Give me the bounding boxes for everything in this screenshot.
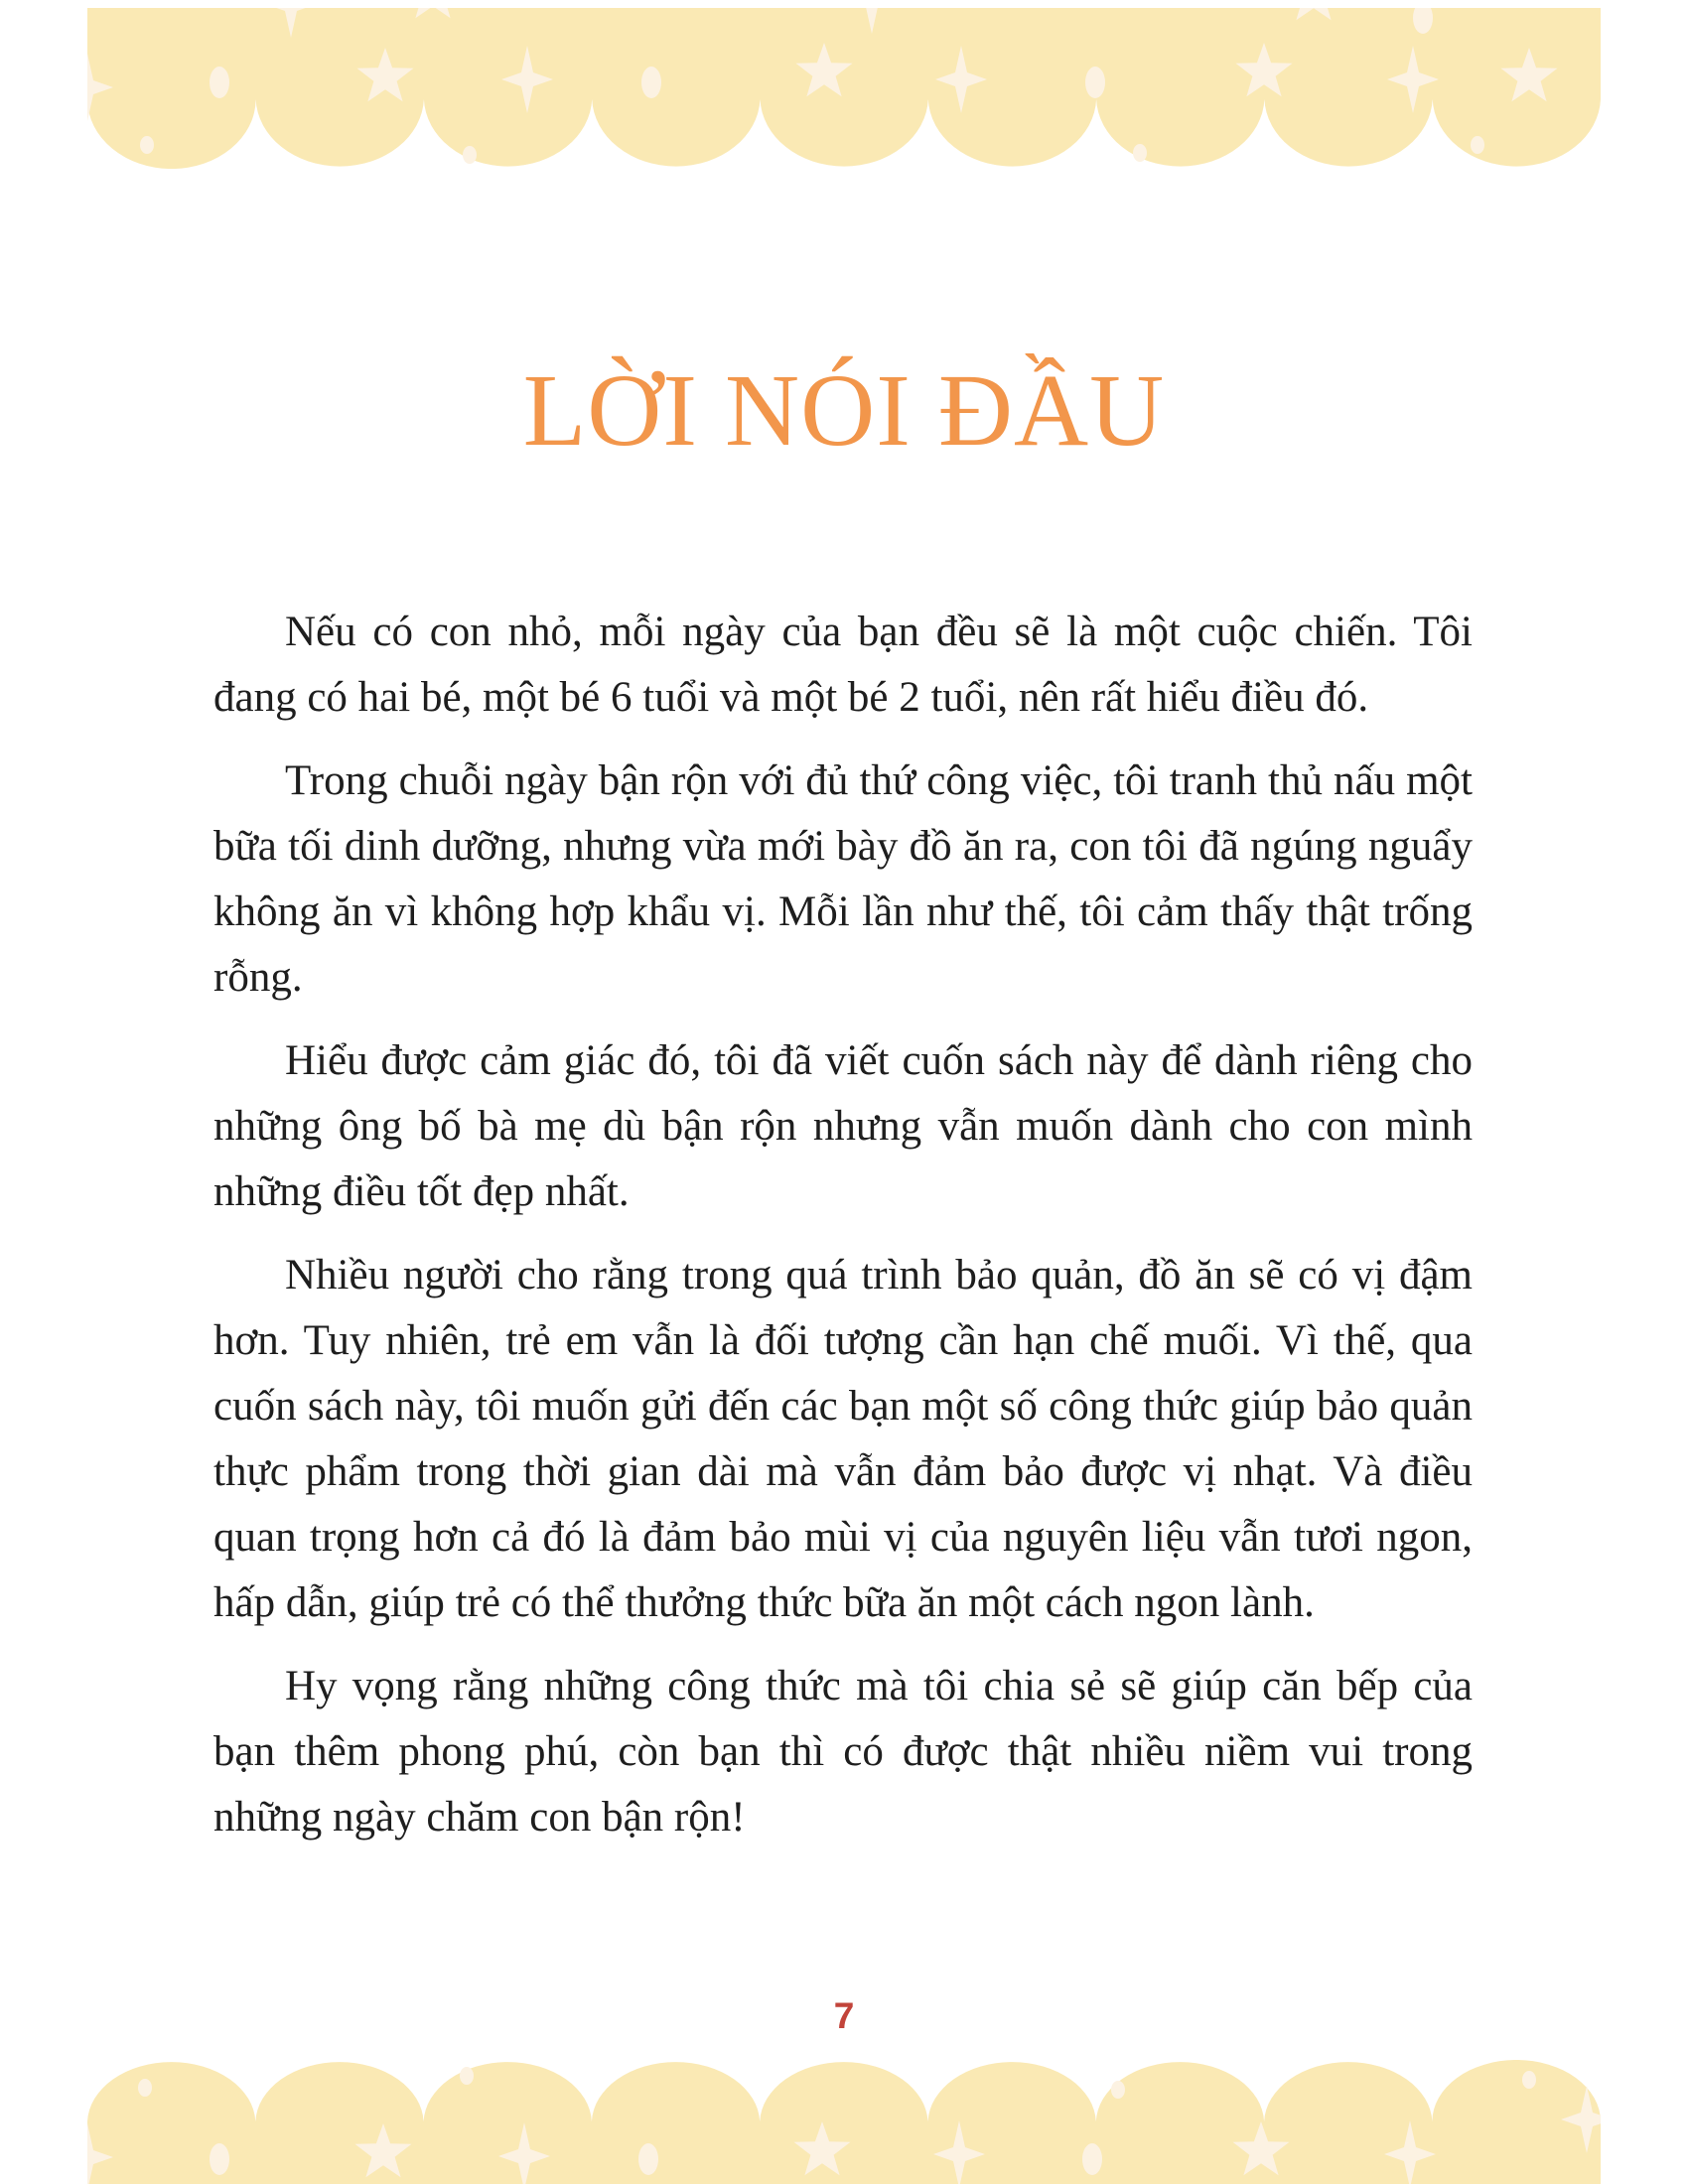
- bottom-banner: [87, 2060, 1601, 2184]
- dot-icon: [641, 67, 661, 98]
- paragraph-4: Nhiều người cho rằng trong quá trình bảo quản, đồ ăn sẽ có vị đậm hơn. Tuy nhiên, trẻ em vẫn là đối tượng cần hạn chế muối. Vì thế, qua cuốn sách này, tôi muốn gửi đến các bạn một số công thức giúp bảo quản thực phẩm trong thời gian dài mà vẫn đảm bảo được vị nhạt. Và điều quan trọng hơn cả đó là đảm bảo mùi vị của nguyên liệu vẫn tươi ngon, hấp dẫn, giúp trẻ có thể thưởng thức bữa ăn một cách ngon lành.: [213, 1252, 1473, 1626]
- dot-icon: [1522, 2071, 1536, 2089]
- dot-icon: [1111, 2081, 1125, 2099]
- top-banner-shape: [87, 8, 1601, 169]
- dot-icon: [463, 146, 477, 164]
- dot-icon: [1082, 2143, 1102, 2175]
- paragraph-2: Trong chuỗi ngày bận rộn với đủ thứ công việc, tôi tranh thủ nấu một bữa tối dinh dưỡng, nhưng vừa mới bày đồ ăn ra, con tôi đã ngúng nguẩy không ăn vì không hợp khẩu vị. Mỗi lần như thế, tôi cảm thấy thật trống rỗng.: [213, 757, 1473, 1001]
- dot-icon: [210, 67, 229, 98]
- top-banner: [87, 8, 1601, 169]
- paragraph-5: Hy vọng rằng những công thức mà tôi chia sẻ sẽ giúp căn bếp của bạn thêm phong phú, còn bạn thì có được thật nhiều niềm vui trong những ngày chăm con bận rộn!: [213, 1663, 1473, 1841]
- dot-icon: [460, 2067, 474, 2085]
- dot-icon: [140, 136, 154, 154]
- paragraph-3: Hiểu được cảm giác đó, tôi đã viết cuốn sách này để dành riêng cho những ông bố bà mẹ dù bận rộn nhưng vẫn muốn dành cho con mình những điều tốt đẹp nhất.: [213, 1037, 1473, 1215]
- dot-icon: [210, 2143, 229, 2175]
- paragraph-1: Nếu có con nhỏ, mỗi ngày của bạn đều sẽ là một cuộc chiến. Tôi đang có hai bé, một bé 6 tuổi và một bé 2 tuổi, nên rất hiểu điều đó.: [213, 609, 1473, 721]
- bottom-banner-shape: [87, 2060, 1601, 2184]
- dot-icon: [638, 2143, 658, 2175]
- dot-icon: [138, 2079, 152, 2097]
- preface-text: [213, 600, 1473, 1868]
- page-number: 7: [833, 1995, 855, 2036]
- dot-icon: [1471, 136, 1484, 154]
- dot-icon: [1133, 144, 1147, 162]
- dot-icon: [1085, 67, 1105, 98]
- page-title: LỜI NÓI ĐẦU: [522, 353, 1166, 468]
